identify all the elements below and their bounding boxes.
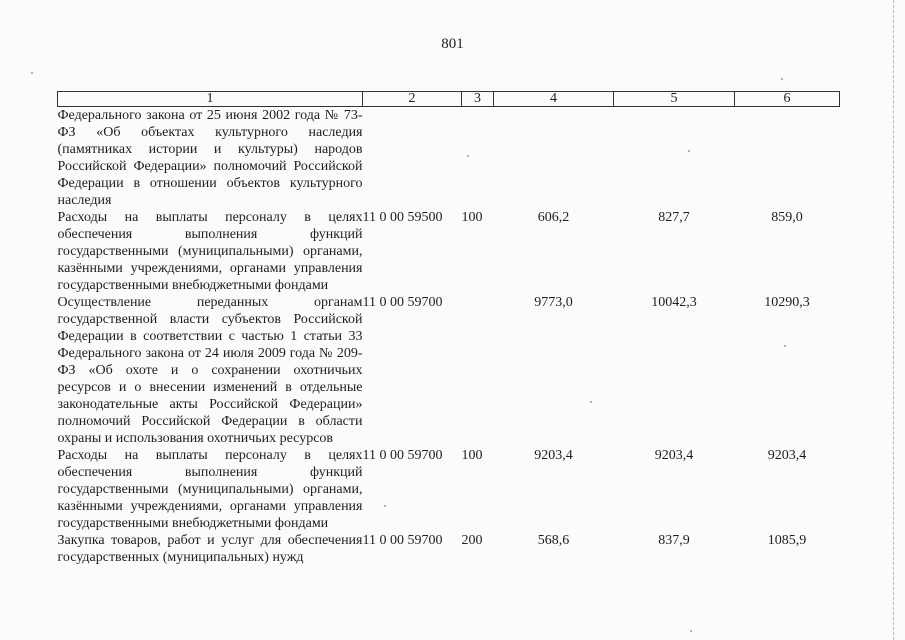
row-value-4: 9203,4 <box>534 448 573 463</box>
scan-edge-line <box>893 0 894 640</box>
scan-speck <box>690 630 692 632</box>
row-value-5: 837,9 <box>658 533 690 548</box>
row-value-6: 9203,4 <box>767 448 807 463</box>
scan-speck <box>467 155 469 157</box>
row-value-4 <box>494 107 614 210</box>
row-expense-type: 100 <box>461 210 483 225</box>
column-header-3: 3 <box>462 92 494 107</box>
row-description: Расходы на выплаты персоналу в целях обеспечения выполнения функций государственными (муниципальными) органами, казёнными учреждениями, органами управления государственными внебюджетными фондами <box>57 210 363 293</box>
row-value-5: 10042,3 <box>651 295 697 310</box>
row-description: Федерального закона от 25 июня 2002 года № 73-ФЗ «Об объектах культурного наследия (памятниках истории и культуры) народов Российской Федерации» полномочий Российской Федерации в отношении объектов культурного наследия <box>57 108 363 208</box>
row-code: 11 0 00 59700 <box>362 295 443 310</box>
scan-speck <box>781 78 783 80</box>
table-row <box>58 447 840 532</box>
row-expense-type: 100 <box>461 448 483 463</box>
row-value-5: 9203,4 <box>654 448 694 463</box>
row-value-4: 9773,0 <box>534 295 573 310</box>
row-code <box>363 107 462 210</box>
row-description: Осуществление переданных органам государственной власти субъектов Российской Федерации в соответствии с частью 1 статьи 33 Федерального закона от 24 июля 2009 года № 209-ФЗ «Об охоте и о сохранении охотничьих ресурсов и о внесении изменений в отдельные законодательные акты Российской Федерации» полномочий Российской Федерации в области охраны и использования охотничьих ресурсов <box>57 295 363 446</box>
column-header-1: 1 <box>58 92 363 107</box>
row-value-6: 1085,9 <box>767 533 807 548</box>
row-value-5 <box>614 107 735 210</box>
row-value-4: 606,2 <box>537 210 570 225</box>
column-header-6: 6 <box>735 92 840 107</box>
row-value-6: 859,0 <box>771 210 803 225</box>
row-expense-type: 200 <box>461 533 483 548</box>
scan-speck <box>384 505 386 507</box>
row-expense-type <box>462 107 494 210</box>
row-value-5: 827,7 <box>658 210 690 225</box>
row-description: Закупка товаров, работ и услуг для обеспечения государственных (муниципальных) нужд <box>57 533 363 565</box>
column-header-2: 2 <box>363 92 462 107</box>
column-header-5: 5 <box>614 92 735 107</box>
row-code: 11 0 00 59700 <box>362 448 443 463</box>
row-value-6 <box>735 107 840 210</box>
table-row <box>58 209 840 294</box>
budget-table <box>57 91 840 566</box>
scan-speck <box>31 72 33 74</box>
scan-speck <box>688 150 690 152</box>
scan-speck <box>590 401 592 403</box>
row-expense-type <box>462 294 494 447</box>
page-number: 801 <box>441 36 464 52</box>
scan-speck <box>784 345 786 347</box>
row-code: 11 0 00 59500 <box>362 210 443 225</box>
table-row <box>58 532 840 566</box>
column-header-4: 4 <box>494 92 614 107</box>
row-value-6: 10290,3 <box>764 295 810 310</box>
table-header-row <box>58 92 840 107</box>
row-value-4: 568,6 <box>537 533 570 548</box>
table-row <box>58 107 840 210</box>
row-code: 11 0 00 59700 <box>362 533 443 548</box>
table-row <box>58 294 840 447</box>
row-description: Расходы на выплаты персоналу в целях обеспечения выполнения функций государственными (муниципальными) органами, казёнными учреждениями, органами управления государственными внебюджетными фондами <box>57 448 363 531</box>
